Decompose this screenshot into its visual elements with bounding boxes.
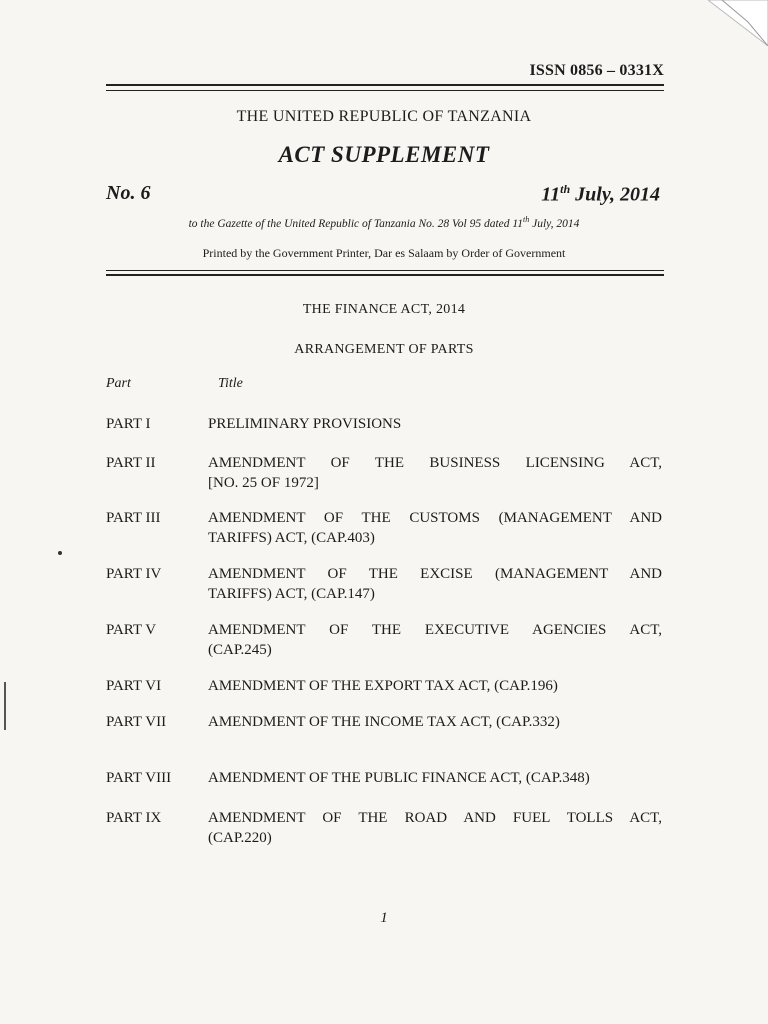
mid-rule-thin (106, 270, 664, 271)
part-title: AMENDMENT OF THE PUBLIC FINANCE ACT, (CAP.348) (208, 770, 590, 786)
column-header-part: Part (106, 376, 131, 391)
printer-note: Printed by the Government Printer, Dar es Salaam by Order of Government (202, 246, 566, 260)
part-label: PART II (106, 455, 156, 471)
issn-number: ISSN 0856 – 0331X (529, 62, 664, 79)
part-title: PRELIMINARY PROVISIONS (208, 416, 402, 432)
binding-mark (4, 682, 6, 730)
supplement-date: 11th July, 2014 (541, 182, 660, 206)
part-title: AMENDMENT OF THE EXCISE (MANAGEMENT AND TARIFFS) ACT, (CAP.147) (208, 566, 662, 602)
arrangement-title: ARRANGEMENT OF PARTS (294, 342, 474, 357)
folded-corner (708, 0, 768, 46)
part-label: PART III (106, 510, 161, 526)
page-number: 1 (380, 910, 388, 926)
part-label: PART VI (106, 678, 162, 694)
mid-rule (106, 274, 664, 276)
part-label: PART I (106, 416, 151, 432)
top-rule (106, 84, 664, 86)
part-label: PART VII (106, 714, 167, 730)
part-title: AMENDMENT OF THE ROAD AND FUEL TOLLS ACT, (CAP.220) (208, 810, 662, 846)
supplement-number: No. 6 (106, 182, 151, 204)
scan-speck (58, 551, 62, 555)
part-title: AMENDMENT OF THE BUSINESS LICENSING ACT, [NO. 25 OF 1972] (208, 455, 662, 491)
supplement-title: ACT SUPPLEMENT (278, 142, 490, 167)
part-label: PART V (106, 622, 157, 638)
republic-heading: THE UNITED REPUBLIC OF TANZANIA (236, 108, 532, 125)
part-label: PART VIII (106, 770, 172, 786)
part-title: AMENDMENT OF THE INCOME TAX ACT, (CAP.332) (208, 714, 560, 730)
part-title: AMENDMENT OF THE EXECUTIVE AGENCIES ACT, (CAP.245) (208, 622, 662, 658)
part-title: AMENDMENT OF THE EXPORT TAX ACT, (CAP.196) (208, 678, 558, 694)
gazette-reference: to the Gazette of the United Republic of Tanzania No. 28 Vol 95 dated 11th July, 2014 (188, 215, 580, 230)
act-title: THE FINANCE ACT, 2014 (302, 302, 466, 317)
column-header-title: Title (218, 376, 243, 391)
top-rule-thin (106, 90, 664, 91)
part-label: PART IX (106, 810, 162, 826)
part-label: PART IV (106, 566, 162, 582)
part-title: AMENDMENT OF THE CUSTOMS (MANAGEMENT AND TARIFFS) ACT, (CAP.403) (208, 510, 662, 546)
